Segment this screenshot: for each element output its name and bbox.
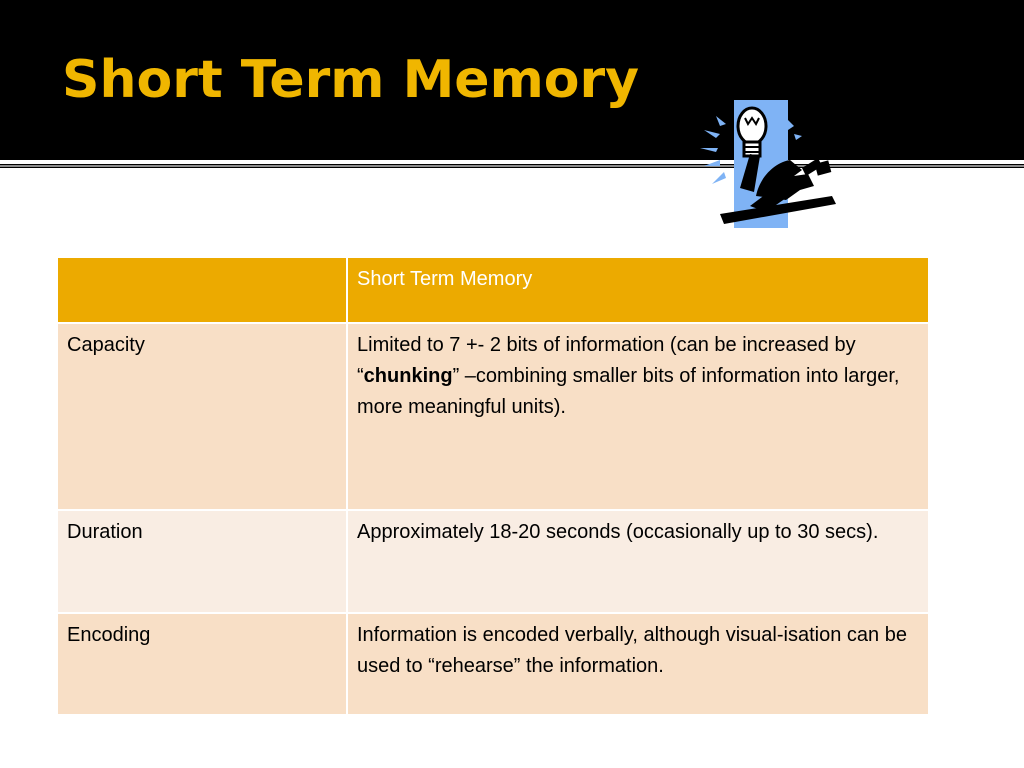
idea-lightbulb-person-icon [690, 96, 850, 232]
table-row [57, 510, 929, 613]
row-text-encoding: Information is encoded verbally, although visual-isation can be used to “rehearse” the information. [347, 613, 929, 715]
table-header-row [57, 257, 929, 323]
row-label-encoding: Encoding [57, 613, 347, 715]
row-label-capacity: Capacity [57, 323, 347, 510]
capacity-text-end: ” –combining smaller bits of information into larger, more meaningful units). [357, 365, 900, 418]
table-header-stm: Short Term Memory [347, 257, 929, 323]
row-text-capacity [347, 323, 929, 510]
row-text-duration: Approximately 18-20 seconds (occasionally up to 30 secs). [347, 510, 929, 613]
capacity-emphasis: chunking [363, 365, 453, 387]
row-label-duration: Duration [57, 510, 347, 613]
divider-gap [0, 160, 1024, 164]
slide-title: Short Term Memory [62, 50, 640, 110]
divider-line [0, 165, 1024, 167]
table-header-empty [57, 257, 347, 323]
table-row [57, 323, 929, 510]
memory-table [56, 256, 930, 716]
capacity-text-start: Limited to 7 +- 2 bits of information (can be increased by “ [357, 334, 856, 387]
table-row [57, 613, 929, 715]
